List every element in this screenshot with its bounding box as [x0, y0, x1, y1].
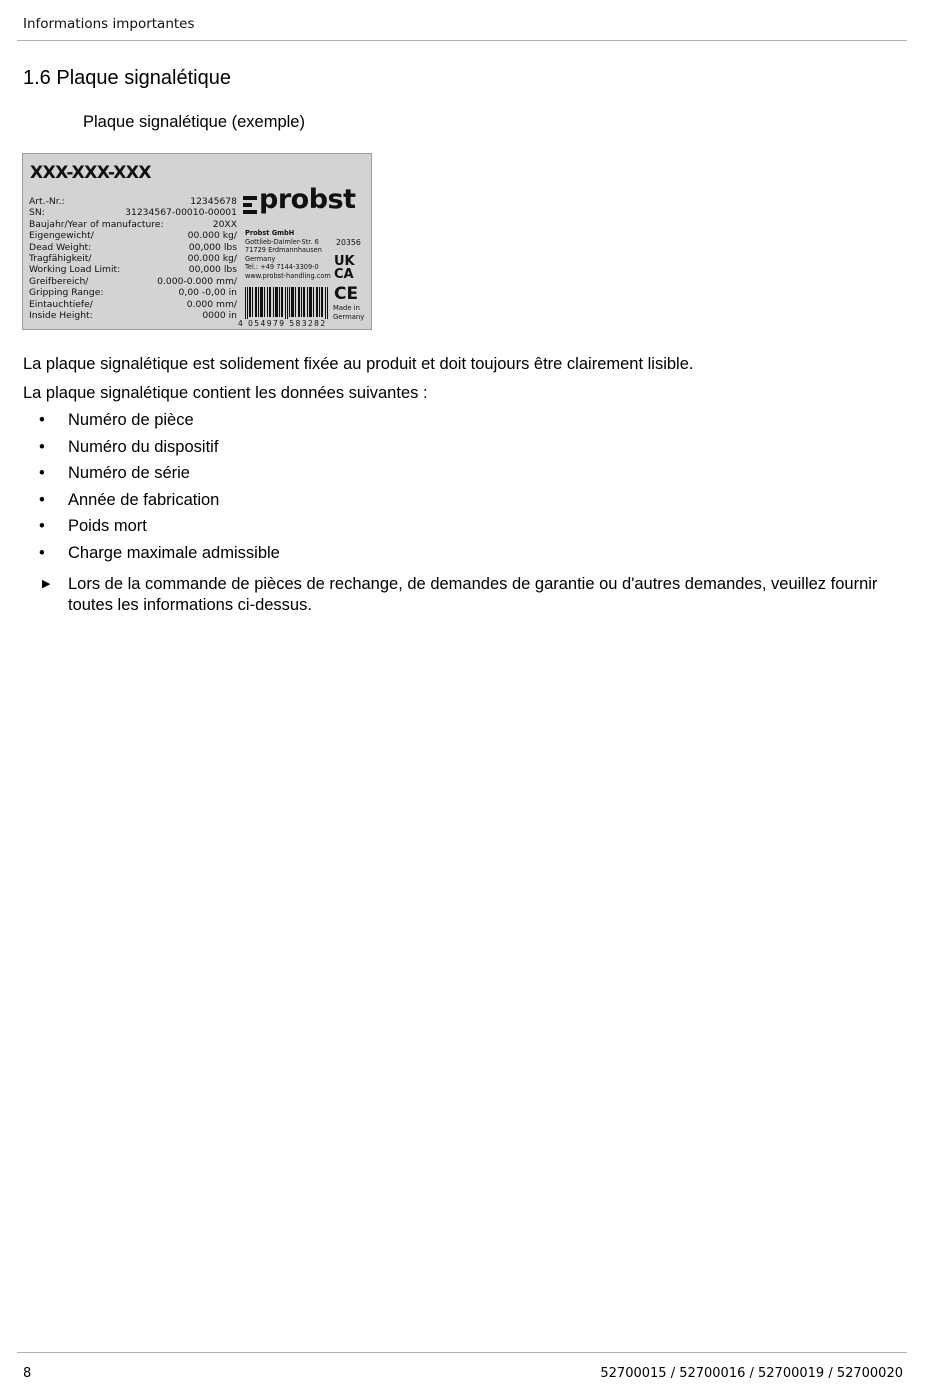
list-item — [23, 515, 280, 542]
nameplate-row — [29, 242, 237, 253]
field-value: 12345678 — [190, 196, 237, 207]
figure-caption: Plaque signalétique (exemple) — [83, 113, 305, 131]
ukca-mark-icon — [334, 255, 355, 281]
field-label: Eintauchtiefe/ — [29, 298, 93, 310]
field-value: 0,00 -0,00 in — [178, 287, 237, 299]
bullet-icon: • — [39, 517, 45, 535]
bullet-icon: • — [39, 490, 45, 509]
plate-number: 20356 — [336, 238, 361, 247]
company-country: Germany — [245, 254, 276, 263]
list-item — [23, 436, 280, 463]
company-city: 71729 Erdmannhausen — [245, 246, 322, 254]
nameplate-row — [29, 264, 237, 275]
nameplate-fields — [29, 196, 237, 321]
field-value: 0.000-0.000 mm/ — [157, 275, 237, 287]
list-item — [23, 409, 280, 436]
company-street: Gottlieb-Daimler-Str. 6 — [245, 237, 319, 246]
nameplate-row — [29, 276, 237, 287]
header-divider — [17, 40, 907, 41]
company-name: Probst GmbH — [245, 229, 295, 237]
list-item-text: Charge maximale admissible — [68, 543, 280, 562]
company-phone: Tel.: +49 7144-3309-0 — [245, 263, 319, 271]
field-value: 0000 in — [202, 309, 237, 321]
instruction-note — [23, 574, 903, 616]
field-value: 00.000 kg/ — [187, 230, 237, 242]
field-value: 0.000 mm/ — [186, 298, 237, 310]
list-item-text: Numéro de série — [68, 464, 190, 482]
field-label: Working Load Limit: — [29, 264, 121, 276]
field-label: Eigengewicht/ — [29, 230, 94, 242]
ce-mark-icon: CE — [334, 284, 359, 304]
nameplate-row — [29, 299, 237, 310]
made-in-line: Germany — [333, 312, 365, 321]
instruction-text: Lors de la commande de pièces de rechange, de demandes de garantie ou d'autres demandes, veuillez fournir toutes les informations ci-dessus. — [68, 575, 878, 614]
ukca-line: CA — [334, 267, 354, 282]
nameplate-row — [29, 207, 237, 218]
field-label: Gripping Range: — [29, 287, 104, 299]
bullet-icon: • — [39, 437, 45, 456]
field-value: 31234567-00010-00001 — [125, 207, 237, 219]
running-header: Informations importantes — [23, 16, 195, 32]
nameplate-image — [22, 153, 372, 330]
made-in-line: Made in — [333, 304, 360, 312]
nameplate-code: XXX-XXX-XXX — [30, 163, 152, 183]
field-label: Dead Weight: — [29, 241, 92, 253]
field-label: Tragfähigkeit/ — [29, 252, 92, 264]
nameplate-row — [29, 196, 237, 207]
bullet-icon: • — [39, 464, 45, 482]
barcode-icon — [245, 287, 329, 319]
field-value: 00,000 lbs — [188, 264, 237, 276]
list-item — [23, 462, 280, 489]
nameplate-row — [29, 219, 237, 230]
footer-divider — [17, 1352, 907, 1353]
logo-text: probst — [259, 184, 356, 215]
field-label: Inside Height: — [29, 309, 93, 321]
field-label: Baujahr/Year of manufacture: — [29, 218, 164, 230]
field-value: 00.000 kg/ — [187, 252, 237, 264]
made-in-label — [333, 304, 364, 321]
field-label: Greifbereich/ — [29, 275, 89, 287]
paragraph-legibility: La plaque signalétique est solidement fixée au produit et doit toujours être clairement lisible. — [23, 355, 694, 373]
barcode-digits: 4 054979 583282 — [238, 319, 327, 328]
section-title: 1.6 Plaque signalétique — [23, 67, 231, 89]
paragraph-contents-intro: La plaque signalétique contient les données suivantes : — [23, 384, 428, 402]
nameplate-row — [29, 253, 237, 264]
bullet-icon: • — [39, 543, 45, 562]
arrow-right-icon: ▶ — [42, 578, 51, 590]
nameplate-row — [29, 287, 237, 298]
page-number: 8 — [23, 1366, 32, 1381]
company-web: www.probst-handling.com — [245, 271, 331, 280]
list-item — [23, 489, 280, 516]
probst-logo — [243, 184, 367, 216]
data-list — [23, 409, 280, 568]
bullet-icon: • — [39, 411, 45, 429]
nameplate-row — [29, 230, 237, 241]
logo-bars-icon — [243, 196, 257, 217]
ukca-line: UK — [334, 254, 355, 269]
list-item — [23, 542, 280, 569]
list-item-text: Numéro du dispositif — [68, 437, 219, 456]
list-item-text: Poids mort — [68, 517, 147, 535]
field-value: 20XX — [212, 218, 237, 230]
nameplate-row — [29, 310, 237, 321]
field-label: SN: — [29, 207, 45, 219]
field-value: 00,000 lbs — [188, 241, 237, 253]
list-item-text: Numéro de pièce — [68, 411, 194, 429]
document-ids: 52700015 / 52700016 / 52700019 / 52700020 — [600, 1366, 903, 1381]
company-address — [245, 229, 331, 280]
list-item-text: Année de fabrication — [68, 490, 220, 509]
field-label: Art.-Nr.: — [29, 196, 65, 207]
